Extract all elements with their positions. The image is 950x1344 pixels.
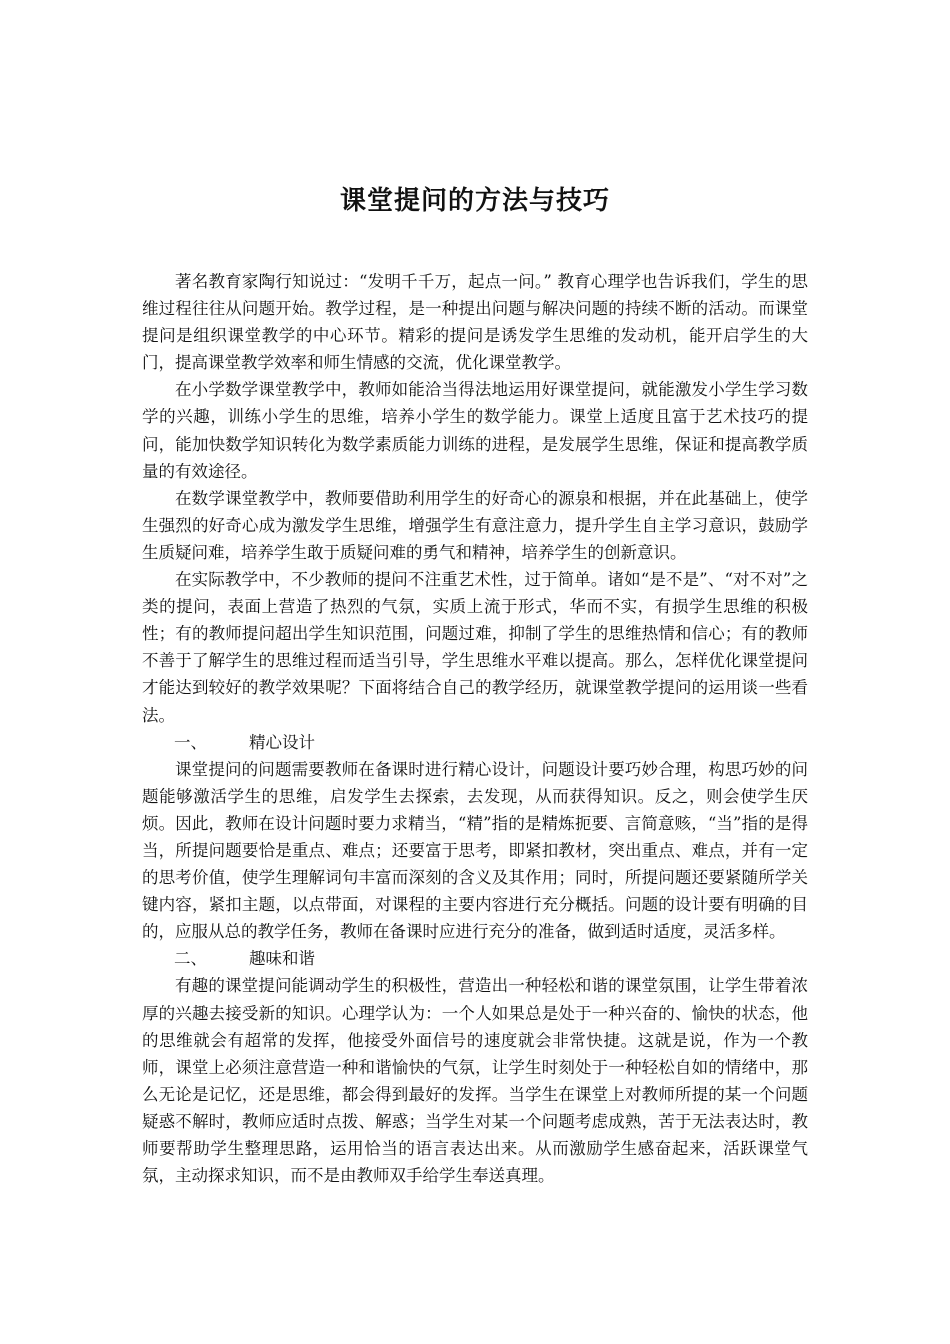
paragraph-problems: 在实际教学中，不少教师的提问不注重艺术性，过于简单。诸如“是不是”、“对不对”之类的提问，表面上营造了热烈的气氛，实质上流于形式，华而不实，有损学生思维的积极性；有的教师提问超出学生知识范围，问题过难，抑制了学生的思维热情和信心；有的教师不善于了解学生的思维过程而适当引导，学生思维水平难以提高。那么，怎样优化课堂提问才能达到较好的教学效果呢？下面将结合自己的教学经历，就课堂教学提问的运用谈一些看法。 [142,570,808,725]
paragraph-primary-math: 在小学数学课堂教学中，教师如能洽当得法地运用好课堂提问，就能激发小学生学习数学的兴趣，训练小学生的思维，培养小学生的数学能力。课堂上适度且富于艺术技巧的提问，能加快数学知识转化为数学素质能力训练的进程，是发展学生思维，保证和提高教学质量的有效途径。 [142,380,808,481]
section-text-1: 课堂提问的问题需要教师在备课时进行精心设计，问题设计要巧妙合理，构思巧妙的问题能够激活学生的思维，启发学生去探索，去发现，从而获得知识。反之，则会使学生厌烦。因此，教师在设计问题时要力求精当，“精”指的是精炼扼要、言简意赅，“当”指的是得当，所提问题要恰是重点、难点；还要富于思考，即紧扣教材，突出重点、难点，并有一定的思考价值，使学生理解词句丰富而深刻的含义及其作用；同时，所提问题还要紧随所学关键内容，紧扣主题，以点带面，对课程的主要内容进行充分概括。问题的设计要有明确的目的，应服从总的教学任务，教师在备课时应进行充分的准备，做到适时适度，灵活多样。 [142,759,808,942]
section-number-2: 二、 [174,949,207,969]
paragraph-curiosity: 在数学课堂教学中，教师要借助利用学生的好奇心的源泉和根据，并在此基础上，使学生强烈的好奇心成为激发学生思维，增强学生有意注意力，提升学生自主学习意识，鼓励学生质疑问难，培养学生敢于质疑问难的勇气和精神，培养学生的创新意识。 [142,488,808,562]
section-number-1: 一、 [174,732,207,752]
document-body [142,268,808,1189]
section-title-2: 趣味和谐 [249,949,315,969]
section-title-1: 精心设计 [249,732,315,752]
section-heading-2 [142,945,808,972]
section-text-2: 有趣的课堂提问能调动学生的积极性，营造出一种轻松和谐的课堂氛围，让学生带着浓厚的兴趣去接受新的知识。心理学认为：一个人如果总是处于一种兴奋的、愉快的状态，他的思维就会有超常的发挥，他接受外面信号的速度就会非常快捷。这就是说，作为一个教师，课堂上必须注意营造一种和谐愉快的气氛，让学生时刻处于一种轻松自如的情绪中，那么无论是记忆，还是思维，都会得到最好的发挥。当学生在课堂上对教师所提的某一个问题疑惑不解时，教师应适时点拨、解惑；当学生对某一个问题考虑成熟，苦于无法表达时，教师要帮助学生整理思路，运用恰当的语言表达出来。从而激励学生感奋起来，活跃课堂气氛，主动探求知识，而不是由教师双手给学生奉送真理。 [142,976,808,1186]
paragraph-intro: 著名教育家陶行知说过：“发明千千万，起点一问。” 教育心理学也告诉我们，学生的思维过程往往从问题开始。教学过程，是一种提出问题与解决问题的持续不断的活动。而课堂提问是组织课堂教学的中心环节。精彩的提问是诱发学生思维的发动机，能开启学生的大门，提高课堂教学效率和师生情感的交流，优化课堂教学。 [142,272,808,373]
section-heading-1 [142,729,808,756]
document-title: 课堂提问的方法与技巧 [339,186,610,216]
